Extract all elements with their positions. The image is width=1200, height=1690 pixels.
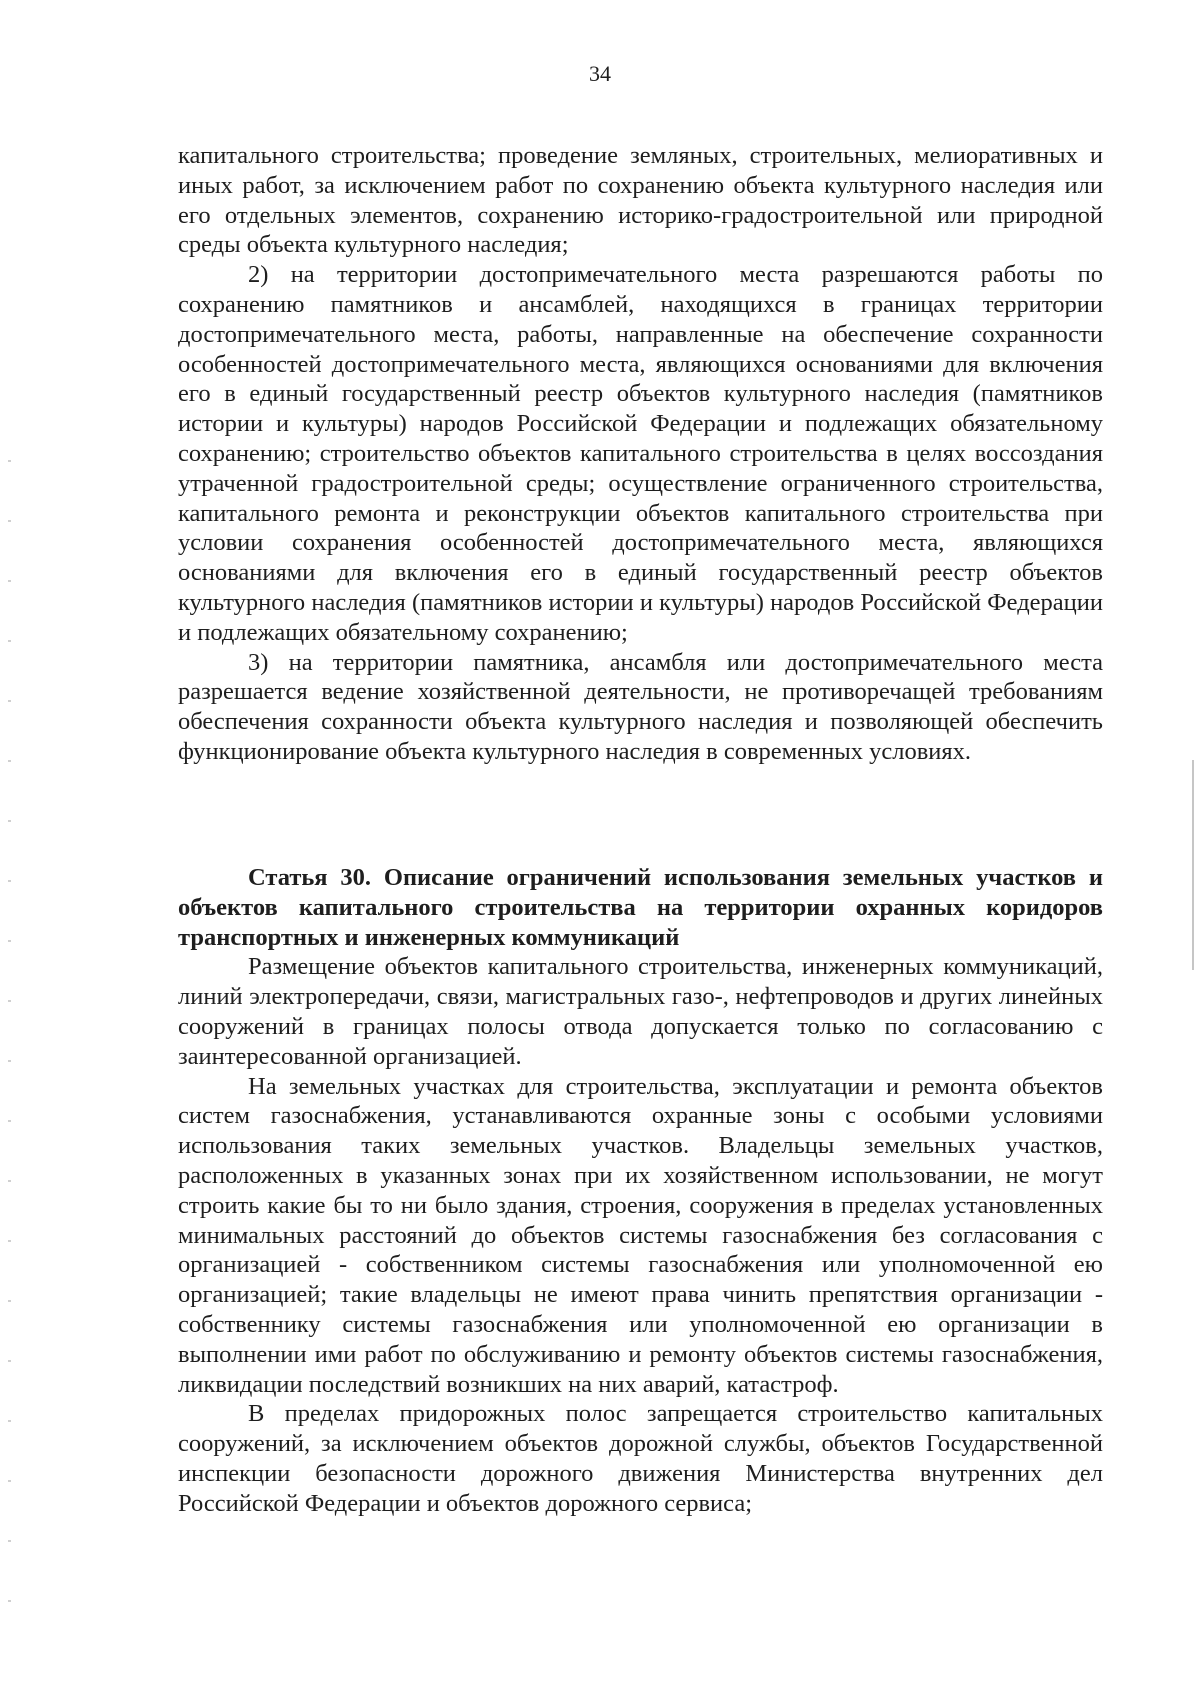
list-item-3: 3) на территории памятника, ансамбля или достопримечательного места разрешается ведение хозяйственной деятельности, не противоречащей требованиям обеспечения сохранности объекта культурного наследия и позволяющей обеспечить функционирование объекта культурного наследия в современных условиях. bbox=[178, 648, 1103, 765]
scan-margin-marks bbox=[8, 460, 11, 1610]
section-continuation bbox=[178, 141, 1103, 767]
article-30 bbox=[178, 863, 1103, 1519]
article-heading: Статья 30. Описание ограничений использования земельных участков и объектов капитального строительства на территории охранных коридоров транспортных и инженерных коммуникаций bbox=[178, 864, 1103, 951]
article-paragraph-3: В пределах придорожных полос запрещается строительство капитальных сооружений, за исключением объектов дорожной службы, объектов Государственной инспекции безопасности дорожного движения Министерства внутренних дел Российской Федерации и объектов дорожного сервиса; bbox=[178, 1400, 1103, 1517]
scan-edge-mark bbox=[1192, 760, 1194, 970]
page-number: 34 bbox=[589, 61, 611, 86]
list-item-2: 2) на территории достопримечательного места разрешаются работы по сохранению памятников и ансамблей, находящихся в границах территории достопримечательного места, работы, направленные на обеспечение сохранности особенностей достопримечательного места, являющихся основаниями для включения его в единый государственный реестр объектов культурного наследия (памятников истории и культуры) народов Российской Федерации и подлежащих обязательному сохранению; строительство объектов капитального строительства в целях воссоздания утраченной градостроительной среды; осуществление ограниченного строительства, капитального ремонта и реконструкции объектов капитального строительства при условии сохранения особенностей достопримечательного места, являющихся основаниями для включения его в единый государственный реестр объектов культурного наследия (памятников истории и культуры) народов Российской Федерации и подлежащих обязательному сохранению; bbox=[178, 261, 1103, 646]
article-paragraph-2: На земельных участках для строительства, эксплуатации и ремонта объектов систем газоснабжения, устанавливаются охранные зоны с особыми условиями использования таких земельных участков. Владельцы земельных участков, расположенных в указанных зонах при их хозяйственном использовании, не могут строить какие бы то ни было здания, строения, сооружения в пределах установленных минимальных расстояний до объектов системы газоснабжения без согласования с организацией - собственником системы газоснабжения или уполномоченной ею организацией; такие владельцы не имеют права чинить препятствия организации - собственнику системы газоснабжения или уполномоченной ею организации в выполнении ими работ по обслуживанию и ремонту объектов системы газоснабжения, ликвидации последствий возникших на них аварий, катастроф. bbox=[178, 1072, 1103, 1398]
continued-paragraph: капитального строительства; проведение земляных, строительных, мелиоративных и иных работ, за исключением работ по сохранению объекта культурного наследия или его отдельных элементов, сохранению историко-градостроительной или природной среды объекта культурного наследия; bbox=[178, 142, 1103, 259]
article-paragraph-1: Размещение объектов капитального строительства, инженерных коммуникаций, линий электропередачи, связи, магистральных газо-, нефтепроводов и других линейных сооружений в границах полосы отвода допускается только по согласованию с заинтересованной организацией. bbox=[178, 953, 1103, 1070]
